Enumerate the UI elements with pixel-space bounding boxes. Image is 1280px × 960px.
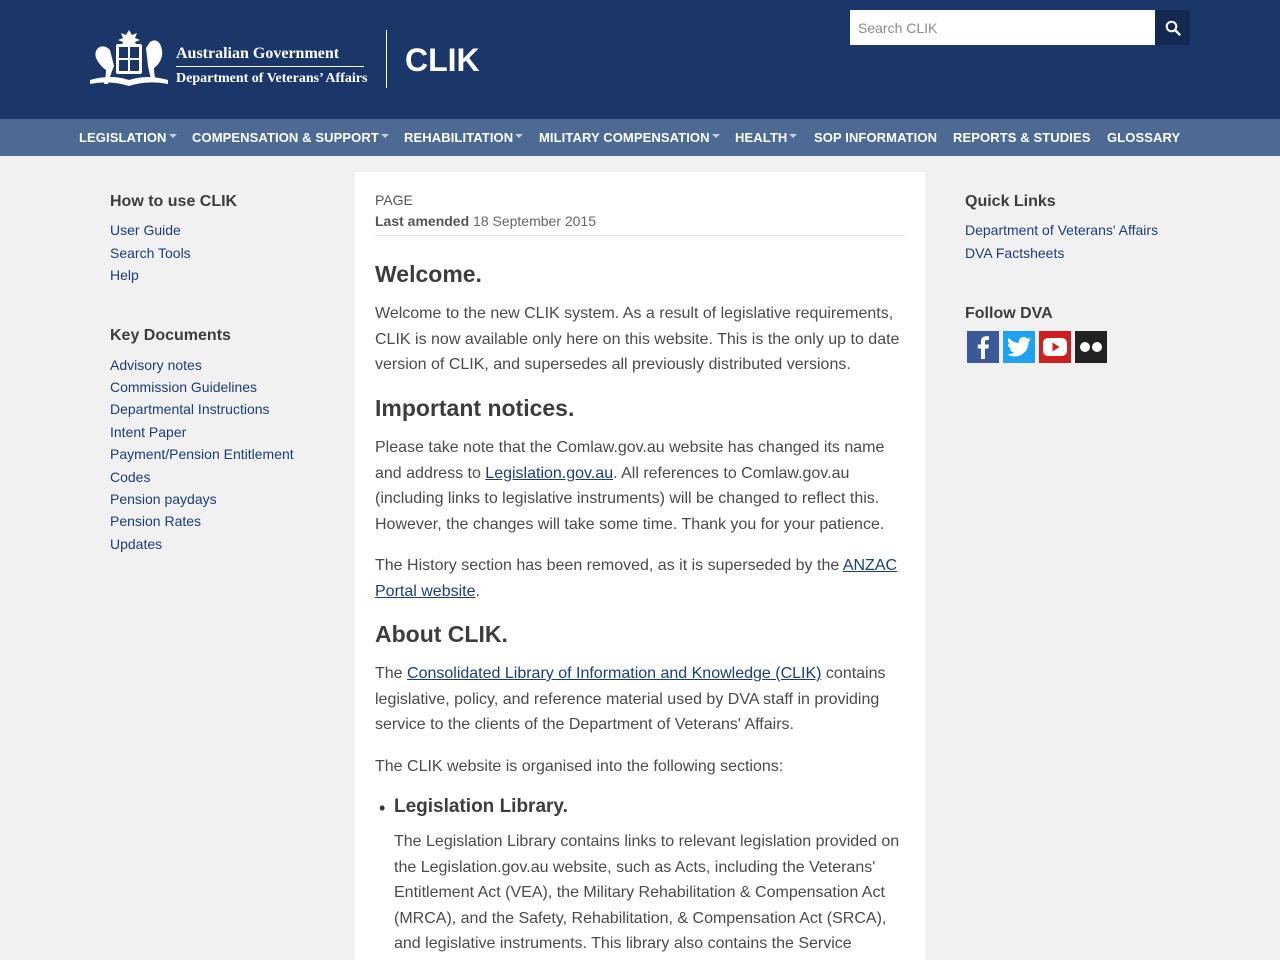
welcome-heading: Welcome. bbox=[375, 261, 482, 287]
twitter-button[interactable] bbox=[1003, 331, 1035, 363]
anzac-portal-link[interactable]: ANZAC Portal website bbox=[375, 557, 898, 600]
site-title[interactable]: CLIK bbox=[405, 42, 480, 78]
link-intent-paper[interactable]: Intent Paper bbox=[110, 424, 187, 440]
caret-down-icon bbox=[712, 134, 720, 138]
search-button[interactable] bbox=[1155, 10, 1190, 45]
link-pension-rates[interactable]: Pension Rates bbox=[110, 513, 202, 529]
amended-label: Last amended bbox=[375, 213, 470, 229]
legislation-library-heading: Legislation Library. bbox=[394, 796, 568, 817]
caret-down-icon bbox=[381, 134, 389, 138]
main-nav bbox=[0, 119, 1280, 156]
nav-rehabilitation[interactable] bbox=[404, 119, 523, 156]
department-name: Department of Veterans’ Affairs bbox=[176, 71, 368, 86]
coat-of-arms-icon[interactable] bbox=[88, 28, 170, 90]
caret-down-icon bbox=[789, 134, 797, 138]
text: Please take note that the Comlaw.gov.au website has changed its name and address to bbox=[375, 439, 885, 482]
twitter-icon bbox=[1007, 337, 1031, 357]
nav-label: COMPENSATION & SUPPORT bbox=[192, 130, 379, 145]
government-logo-text[interactable] bbox=[176, 44, 367, 88]
link-commission-guidelines[interactable]: Commission Guidelines bbox=[110, 379, 258, 395]
link-dva[interactable]: Department of Veterans' Affairs bbox=[965, 222, 1159, 238]
notices-heading: Important notices. bbox=[375, 395, 575, 421]
youtube-icon bbox=[1043, 338, 1067, 356]
gov-rule bbox=[176, 66, 364, 67]
link-departmental-instructions[interactable]: Departmental Instructions bbox=[110, 401, 270, 417]
key-documents-heading: Key Documents bbox=[110, 327, 231, 344]
main-content bbox=[355, 172, 925, 960]
text: The bbox=[375, 665, 408, 682]
text: . bbox=[475, 582, 480, 600]
notice-paragraph-2 bbox=[375, 553, 905, 604]
link-codes[interactable]: Codes bbox=[110, 469, 151, 485]
nav-compensation-support[interactable] bbox=[192, 119, 389, 156]
text: The History section has been removed, as it is superseded by the bbox=[375, 557, 843, 574]
link-dva-factsheets[interactable]: DVA Factsheets bbox=[965, 245, 1065, 261]
caret-down-icon bbox=[169, 134, 177, 138]
caret-down-icon bbox=[515, 134, 523, 138]
page-type-label: PAGE bbox=[375, 192, 413, 208]
legislation-library-text: The Legislation Library contains links to relevant legislation provided on the Legislation.gov.au website, such as Acts, including the Veterans' Entitlement Act (VEA), the Military Rehabilitation & Compensation Act (MRCA), and the Safety, Rehabilitation, & Compensation Act (SRCA), and legislative instruments. This library also contains the Service bbox=[394, 833, 900, 952]
link-user-guide[interactable]: User Guide bbox=[110, 222, 181, 238]
link-help[interactable]: Help bbox=[110, 267, 139, 283]
youtube-button[interactable] bbox=[1039, 331, 1071, 363]
welcome-paragraph: Welcome to the new CLIK system. As a result of legislative requirements, CLIK is now available only here on this website. This is the only up to date version of CLIK, and supersedes all previously distributed versions. bbox=[375, 305, 900, 373]
nav-label: SOP INFORMATION bbox=[814, 130, 938, 145]
nav-glossary[interactable] bbox=[1107, 119, 1180, 156]
legislation-gov-link[interactable]: Legislation.gov.au bbox=[485, 464, 614, 482]
amended-date: 18 September 2015 bbox=[469, 213, 597, 229]
clik-definition-link[interactable]: Consolidated Library of Information and Knowledge (CLIK) bbox=[407, 665, 822, 682]
quick-links-heading: Quick Links bbox=[965, 193, 1056, 210]
text: contains legislative, policy, and reference material used by DVA staff in providing service to the clients of the Department of Veterans' Affairs. bbox=[375, 665, 886, 733]
sections-intro: The CLIK website is organised into the following sections: bbox=[375, 758, 784, 775]
nav-label: LEGISLATION bbox=[79, 130, 167, 145]
link-updates[interactable]: Updates bbox=[110, 536, 163, 552]
follow-dva-heading: Follow DVA bbox=[965, 305, 1053, 322]
nav-sop-information[interactable] bbox=[814, 119, 937, 156]
last-amended bbox=[375, 212, 596, 230]
nav-label: GLOSSARY bbox=[1107, 130, 1181, 145]
about-heading: About CLIK. bbox=[375, 621, 508, 647]
search-input[interactable] bbox=[850, 10, 1155, 45]
bullet-icon: • bbox=[379, 798, 386, 818]
facebook-button[interactable] bbox=[967, 331, 999, 363]
link-payment-pension-entitlement[interactable]: Payment/Pension Entitlement bbox=[110, 446, 294, 462]
flickr-button[interactable] bbox=[1075, 331, 1107, 363]
header-divider bbox=[386, 30, 387, 88]
flickr-icon bbox=[1079, 341, 1103, 353]
about-paragraph bbox=[375, 661, 905, 738]
site-header bbox=[0, 0, 1280, 119]
notice-paragraph-1 bbox=[375, 435, 905, 537]
nav-health[interactable] bbox=[735, 119, 797, 156]
facebook-icon bbox=[973, 335, 993, 359]
nav-military-compensation[interactable] bbox=[539, 119, 720, 156]
search-icon bbox=[1165, 20, 1181, 36]
link-pension-paydays[interactable]: Pension paydays bbox=[110, 491, 217, 507]
nav-reports-studies[interactable] bbox=[953, 119, 1091, 156]
nav-label: HEALTH bbox=[735, 130, 788, 145]
divider bbox=[375, 235, 905, 236]
nav-label: MILITARY COMPENSATION bbox=[539, 130, 710, 145]
link-search-tools[interactable]: Search Tools bbox=[110, 245, 191, 261]
nav-legislation[interactable] bbox=[79, 119, 177, 156]
text: . All references to Comlaw.gov.au (including links to legislative instruments) will be changed to reflect this. However, the changes will take some time. Thank you for your patience. bbox=[375, 464, 885, 533]
gov-name: Australian Government bbox=[176, 45, 340, 62]
how-to-heading: How to use CLIK bbox=[110, 193, 238, 210]
nav-label: REHABILITATION bbox=[404, 130, 514, 145]
link-advisory-notes[interactable]: Advisory notes bbox=[110, 357, 202, 373]
nav-label: REPORTS & STUDIES bbox=[953, 130, 1091, 145]
